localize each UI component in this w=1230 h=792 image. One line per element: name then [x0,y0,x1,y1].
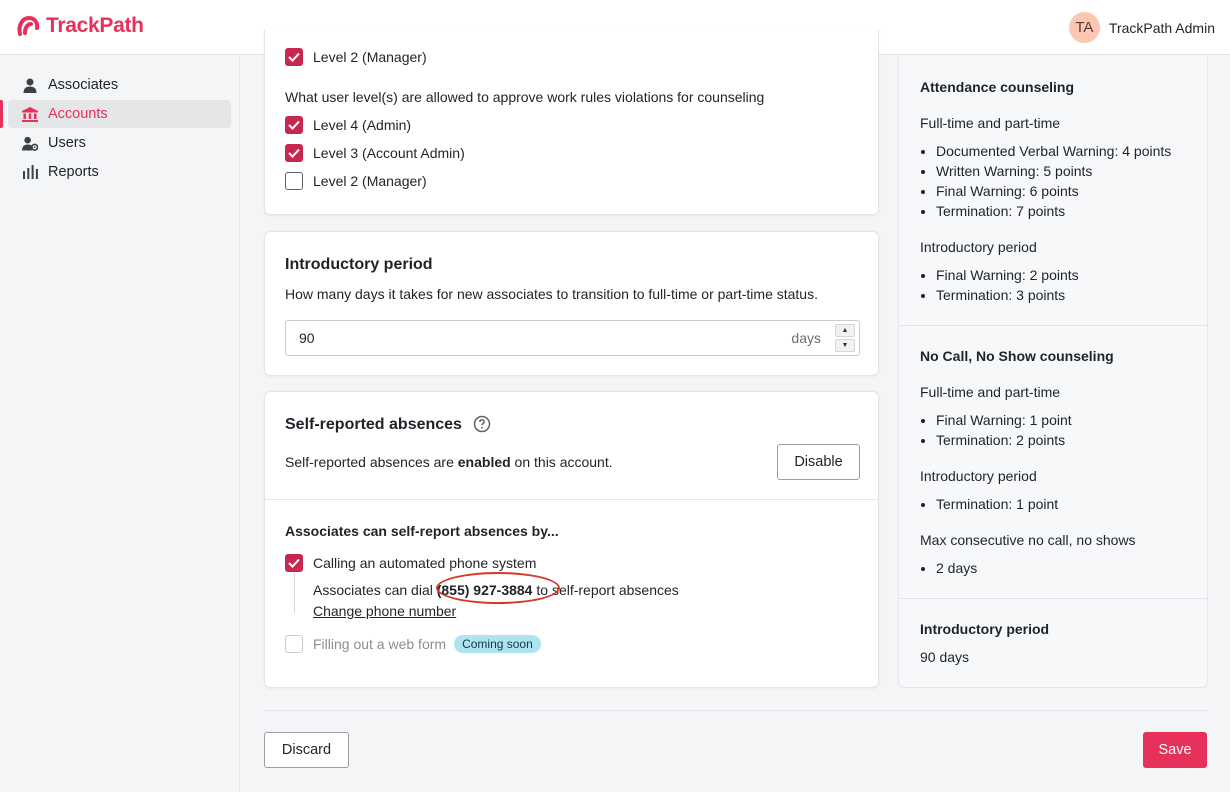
checkbox-checked[interactable] [285,116,303,134]
list-item: • Termination: 1 point [936,494,1058,514]
ncns-intro-label: Introductory period [920,468,1037,484]
intro-period-days-value[interactable]: 90 [299,330,315,346]
checkbox-checked[interactable] [285,554,303,572]
checkbox-label: Level 3 (Account Admin) [313,145,465,161]
days-unit-label: days [791,330,821,346]
status-prefix: Self-reported absences are [285,454,458,470]
checkbox-label: Calling an automated phone system [313,555,537,571]
section-divider [899,598,1207,599]
work-rules-level-2-option[interactable] [285,172,427,190]
sidebar-item-reports[interactable] [8,158,231,186]
list-item: • Final Warning: 1 point [936,410,1072,430]
ncns-max-label: Max consecutive no call, no shows [920,532,1136,548]
intro-period-days-input[interactable] [285,320,860,356]
work-rules-level-4-option[interactable] [285,116,411,134]
list-item: • 2 days [936,558,977,578]
brand-logo[interactable] [16,14,144,38]
self-reported-title: Self-reported absences [285,416,462,433]
settings-summary-panel [898,56,1208,688]
change-phone-link[interactable]: Change phone number [313,603,457,619]
checkbox-checked[interactable] [285,48,303,66]
section-divider [899,325,1207,326]
attendance-intro-label: Introductory period [920,239,1037,255]
list-item: • Termination: 3 points [936,285,1079,305]
sidebar-item-associates[interactable] [8,71,231,99]
web-form-method-option[interactable] [285,635,541,653]
intro-period-card [264,231,879,376]
list-item: • Termination: 7 points [936,201,1171,221]
list-item: • Final Warning: 6 points [936,181,1171,201]
list-item: • Termination: 2 points [936,430,1072,450]
checkbox-label: Level 4 (Admin) [313,117,412,133]
list-item: • Final Warning: 2 points [936,265,1079,285]
status-word: enabled [457,454,511,470]
users-gear-icon [22,135,38,151]
phone-number: (855) 927-3884 [436,582,533,598]
self-reported-card [264,391,879,688]
methods-heading: Associates can self-report absences by... [285,523,559,539]
ncns-ft-label: Full-time and part-time [920,384,1061,400]
attendance-ft-label: Full-time and part-time [920,115,1061,131]
brand-name: TrackPath [46,14,144,37]
sidebar-item-label: Users [48,135,86,151]
attendance-heading: Attendance counseling [920,79,1075,95]
coming-soon-badge: Coming soon [454,635,541,653]
approval-level-2-option-top[interactable] [285,48,427,66]
discard-button[interactable]: Discard [264,732,349,768]
attendance-intro-list [936,265,1079,305]
work-rules-card [264,30,879,215]
avatar[interactable]: TA [1069,12,1100,43]
sidebar-item-label: Reports [48,164,99,180]
intro-period-description: How many days it takes for new associates to transition to full-time or part-time status. [285,286,818,302]
help-icon[interactable] [473,415,491,436]
disable-button[interactable]: Disable [777,444,860,480]
user-menu[interactable] [1069,12,1215,43]
ncns-heading: No Call, No Show counseling [920,348,1114,364]
sidebar-item-label: Accounts [48,106,108,122]
intro-summary-value: 90 days [920,649,970,665]
indent-line [294,573,295,613]
self-reported-status [285,454,613,470]
work-rules-question: What user level(s) are allowed to approve work rules violations for counseling [285,89,765,105]
checkbox-label: Level 2 (Manager) [313,173,427,189]
bank-icon [22,106,38,122]
checkbox-unchecked[interactable] [285,172,303,190]
sidebar-item-accounts[interactable] [8,100,231,128]
checkbox-checked[interactable] [285,144,303,162]
section-divider [265,499,878,500]
stepper-up-icon[interactable]: ▲ [835,324,855,337]
sidebar [0,56,240,792]
person-icon [22,77,38,93]
footer-divider [264,710,1208,711]
ncns-ft-list [936,410,1072,450]
sidebar-item-users[interactable] [8,129,231,157]
dial-suffix: to self-report absences [532,582,679,598]
save-button[interactable]: Save [1143,732,1207,768]
user-name[interactable]: TrackPath Admin [1108,19,1215,36]
checkbox-disabled [285,635,303,653]
bar-chart-icon [22,164,38,180]
sidebar-item-label: Associates [48,77,119,93]
ncns-max-list [936,558,977,578]
status-suffix: on this account. [510,454,613,470]
ncns-intro-list [936,494,1058,514]
checkbox-label: Level 2 (Manager) [313,49,427,65]
dial-prefix: Associates can dial [313,582,437,598]
phone-number-highlight-annotation [436,572,560,604]
phone-method-option[interactable] [285,554,536,572]
intro-period-title: Introductory period [285,256,433,273]
methods-group [265,545,880,685]
list-item: • Written Warning: 5 points [936,161,1171,181]
number-stepper[interactable] [835,324,855,352]
trackpath-logo-icon [16,14,40,38]
attendance-ft-list [936,141,1171,221]
list-item: • Documented Verbal Warning: 4 points [936,141,1171,161]
intro-summary-heading: Introductory period [920,621,1050,637]
stepper-down-icon[interactable]: ▼ [835,339,855,352]
checkbox-label: Filling out a web form [313,636,447,652]
work-rules-level-3-option[interactable] [285,144,465,162]
